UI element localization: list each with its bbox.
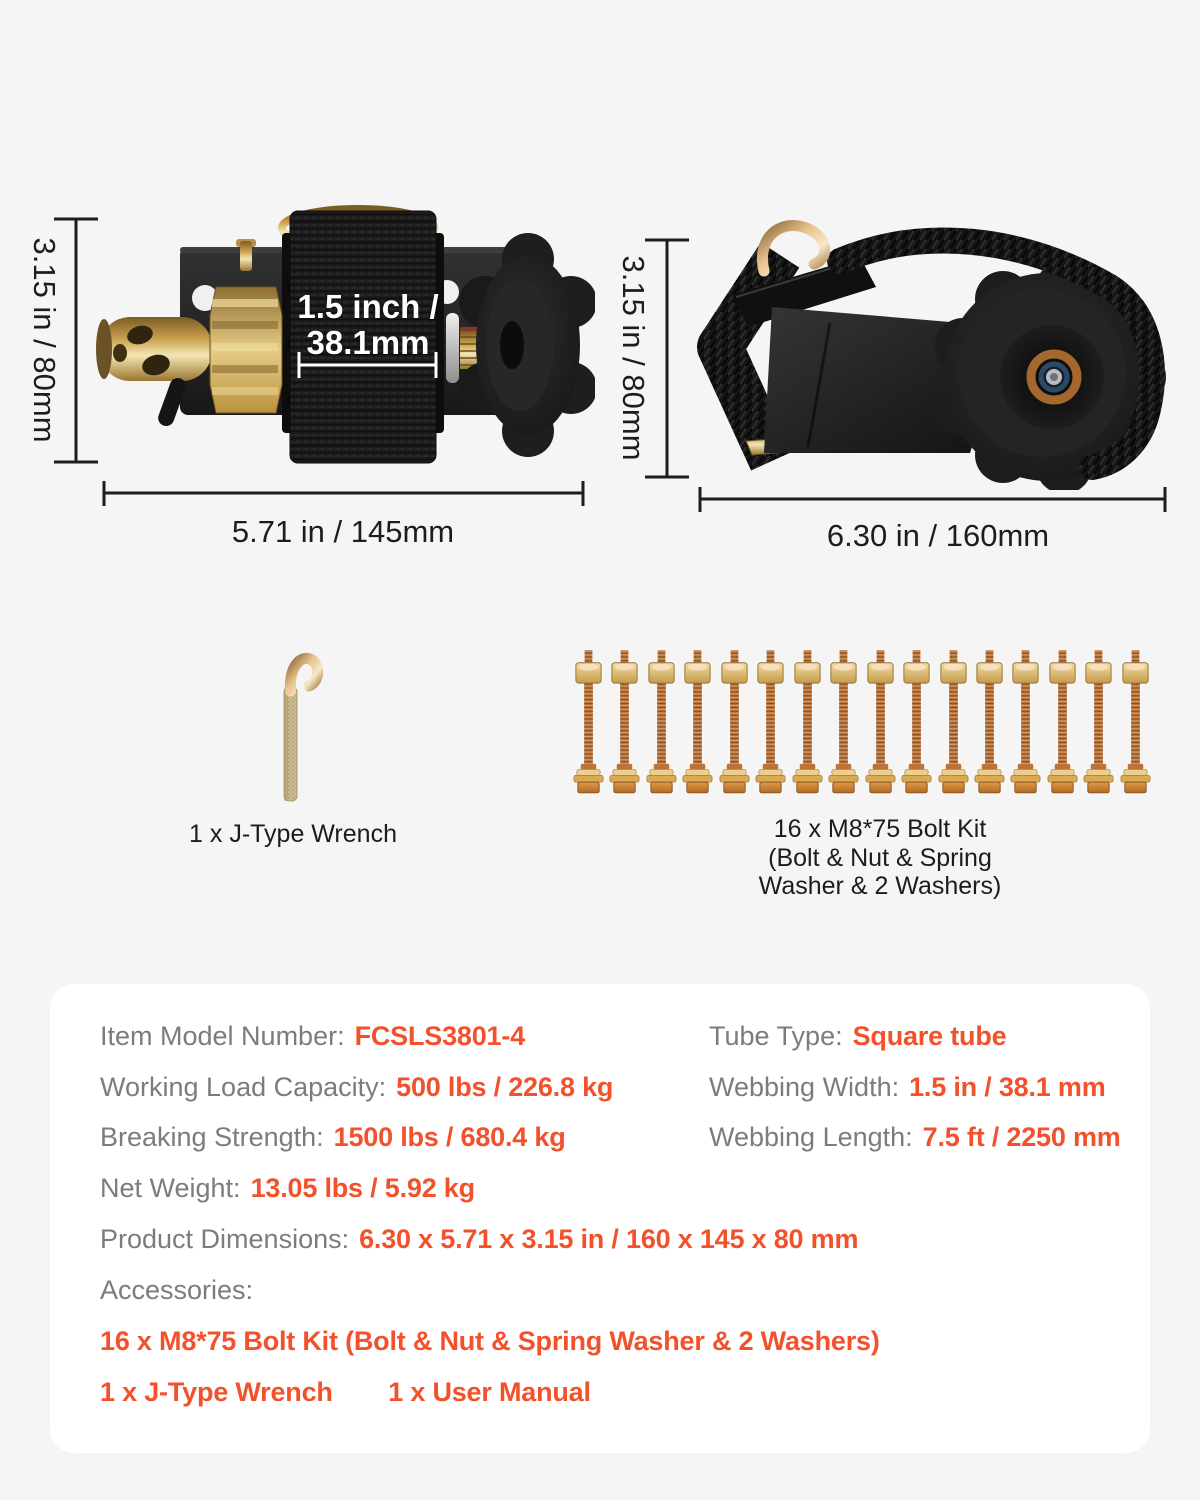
bolt-13 xyxy=(1009,646,1042,796)
bolt-kit-caption xyxy=(759,815,1002,901)
bolt-3 xyxy=(645,646,678,796)
spec-breaking-strength-label: Breaking Strength: xyxy=(100,1122,324,1152)
bolt-8 xyxy=(827,646,860,796)
bolt-kit-caption-line2: (Bolt & Nut & Spring xyxy=(768,843,992,872)
spec-item-model-label: Item Model Number: xyxy=(100,1021,345,1051)
wrench-caption: 1 x J-Type Wrench xyxy=(189,820,397,848)
webbing-width-text-line2: 38.1mm xyxy=(306,324,430,361)
spec-accessory-wrench-text: 1 x J-Type Wrench xyxy=(100,1377,333,1407)
spec-accessories-heading-label: Accessories: xyxy=(100,1275,254,1305)
spec-item-model xyxy=(100,1020,525,1052)
j-wrench-photo xyxy=(260,645,340,810)
spec-webbing-length-value: 7.5 ft / 2250 mm xyxy=(922,1122,1121,1152)
spec-product-dimensions-label: Product Dimensions: xyxy=(100,1224,350,1254)
spec-net-weight xyxy=(100,1172,475,1204)
spec-webbing-width-label: Webbing Width: xyxy=(709,1072,900,1102)
bolt-1 xyxy=(572,646,605,796)
spec-accessory-bolt-line xyxy=(100,1325,880,1357)
bolt-10 xyxy=(900,646,933,796)
spec-webbing-width xyxy=(709,1071,1106,1103)
spec-tube-type-label: Tube Type: xyxy=(709,1021,843,1051)
bolt-5 xyxy=(718,646,751,796)
bolt-15 xyxy=(1082,646,1115,796)
bolt-11 xyxy=(937,646,970,796)
left-width-label: 5.71 in / 145mm xyxy=(231,514,455,549)
spec-tube-type-value: Square tube xyxy=(852,1021,1007,1051)
spec-breaking-strength-value: 1500 lbs / 680.4 kg xyxy=(333,1122,566,1152)
bolt-14 xyxy=(1046,646,1079,796)
spec-product-dimensions xyxy=(100,1223,858,1255)
spec-accessory-items-line xyxy=(100,1376,591,1408)
spec-accessory-manual-text: 1 x User Manual xyxy=(388,1377,591,1407)
left-height-label: 3.15 in / 80mm xyxy=(27,237,62,443)
right-height-label: 3.15 in / 80mm xyxy=(616,255,651,461)
right-width-label: 6.30 in / 160mm xyxy=(826,518,1050,553)
bolt-kit-caption-line1: 16 x M8*75 Bolt Kit xyxy=(773,815,987,843)
right-height-dimension-line xyxy=(645,240,689,477)
spec-webbing-width-value: 1.5 in / 38.1 mm xyxy=(909,1072,1106,1102)
spec-breaking-strength xyxy=(100,1121,566,1153)
left-width-dimension-line xyxy=(104,481,583,506)
spec-tube-type xyxy=(709,1020,1006,1052)
bolt-4 xyxy=(681,646,714,796)
bolt-row xyxy=(572,646,1152,796)
bolt-12 xyxy=(973,646,1006,796)
spec-product-dimensions-value: 6.30 x 5.71 x 3.15 in / 160 x 145 x 80 mm xyxy=(359,1224,859,1254)
spec-working-load-label: Working Load Capacity: xyxy=(100,1072,387,1102)
bolt-6 xyxy=(754,646,787,796)
bolt-2 xyxy=(608,646,641,796)
webbing-width-text-line1: 1.5 inch / xyxy=(297,288,439,325)
bolt-9 xyxy=(864,646,897,796)
spec-working-load xyxy=(100,1071,613,1103)
spec-accessory-bolt-text: 16 x M8*75 Bolt Kit (Bolt & Nut & Spring Washer & 2 Washers) xyxy=(100,1326,880,1356)
spec-item-model-value: FCSLS3801-4 xyxy=(354,1021,525,1051)
spec-net-weight-label: Net Weight: xyxy=(100,1173,241,1203)
bolt-7 xyxy=(791,646,824,796)
right-width-dimension-line xyxy=(700,487,1165,512)
spec-webbing-length xyxy=(709,1121,1121,1153)
spec-webbing-length-label: Webbing Length: xyxy=(709,1122,913,1152)
bolt-kit-caption-line3: Washer & 2 Washers) xyxy=(758,872,1002,900)
bolt-16 xyxy=(1119,646,1152,796)
spec-net-weight-value: 13.05 lbs / 5.92 kg xyxy=(250,1173,475,1203)
spec-working-load-value: 500 lbs / 226.8 kg xyxy=(396,1072,614,1102)
spec-accessories-heading xyxy=(100,1274,253,1306)
